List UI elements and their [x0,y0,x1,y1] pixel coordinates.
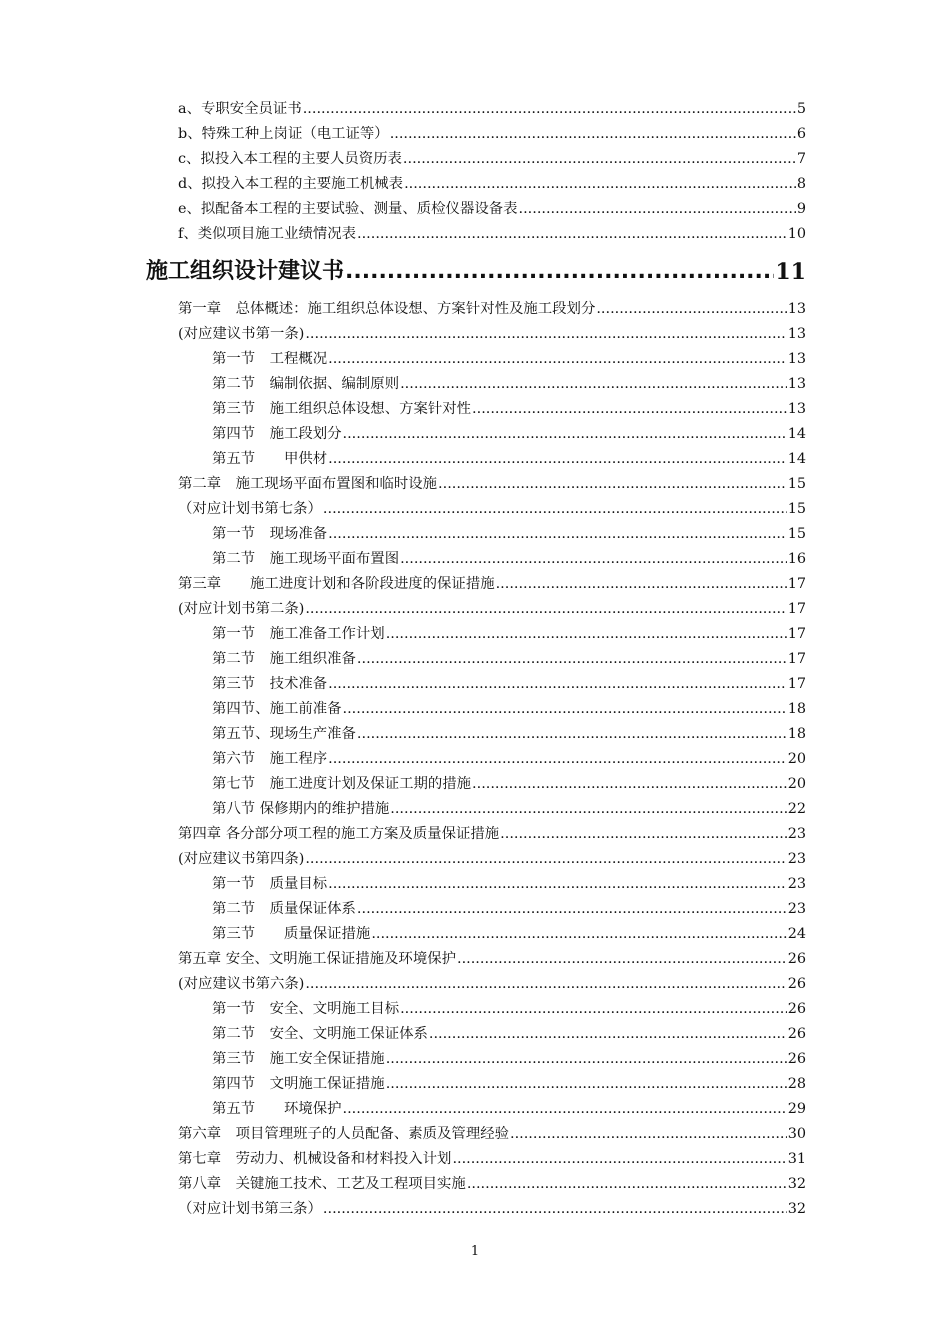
dot-leader [386,1047,787,1072]
toc-entry-label: 第五章 安全、文明施工保证措施及环境保护 [178,951,456,967]
toc-section-entry[interactable] [0,897,950,922]
toc-entry-page: 29 [787,1101,806,1117]
toc-entry-label: 施工组织设计建议书 [146,259,345,284]
toc-entry-page: 8 [796,176,806,192]
toc-entry-label: 第一节 现场准备 [212,526,328,542]
toc-entry-page: 23 [787,851,806,867]
toc-entry-label: （对应计划书第七条） [178,501,322,517]
toc-entry-page: 20 [787,751,806,767]
toc-section-entry[interactable] [0,922,950,947]
toc-entry[interactable] [0,972,950,997]
toc-entry[interactable] [0,497,950,522]
toc-entry-page: 11 [775,259,806,285]
toc-part-title[interactable] [0,247,950,297]
toc-entry[interactable] [0,1172,950,1197]
dot-leader [328,347,787,372]
toc-entry-page: 10 [787,226,806,242]
dot-leader [496,572,787,597]
toc-entry-label: 第三节 技术准备 [212,676,328,692]
toc-section-entry[interactable] [0,522,950,547]
toc-section-entry[interactable] [0,722,950,747]
toc-entry-page: 17 [787,651,806,667]
toc-entry[interactable] [0,322,950,347]
toc-entry-page: 13 [787,326,806,342]
toc-section-entry[interactable] [0,672,950,697]
toc-section-entry[interactable] [0,1022,950,1047]
toc-entry-label: (对应建议书第一条) [178,326,305,342]
dot-leader [345,247,774,297]
toc-section-entry[interactable] [0,447,950,472]
page-number: 1 [470,1244,480,1259]
dot-leader [472,772,787,797]
dot-leader [390,122,796,147]
toc-entry-page: 18 [787,701,806,717]
dot-leader [400,372,787,397]
toc-entry-page: 6 [796,126,806,142]
dot-leader [323,497,787,522]
toc-entry-label: 第四节 文明施工保证措施 [212,1076,385,1092]
toc-entry-page: 14 [787,426,806,442]
toc-entry[interactable] [0,1122,950,1147]
toc-entry-page: 30 [787,1126,806,1142]
dot-leader [328,872,787,897]
dot-leader [357,722,787,747]
toc-section-entry[interactable] [0,422,950,447]
toc-section-entry[interactable] [0,647,950,672]
dot-leader [305,972,786,997]
toc-section-entry[interactable] [0,697,950,722]
toc-entry-page: 18 [787,726,806,742]
toc-entry-label: (对应建议书第四条) [178,851,305,867]
dot-leader [510,1122,787,1147]
toc-entry-page: 26 [787,1001,806,1017]
toc-entry-label: 第四节 施工段划分 [212,426,342,442]
dot-leader [429,1022,787,1047]
toc-entry-label: 第一节 施工准备工作计划 [212,626,385,642]
toc-entry-page: 15 [787,526,806,542]
toc-entry-page: 31 [787,1151,806,1167]
dot-leader [452,1147,786,1172]
toc-entry[interactable] [0,197,950,222]
dot-leader [400,997,787,1022]
toc-entry-page: 17 [787,626,806,642]
toc-entry[interactable] [0,572,950,597]
dot-leader [404,172,796,197]
toc-entry-label: (对应建议书第六条) [178,976,305,992]
toc-entry-page: 23 [787,876,806,892]
dot-leader [467,1172,787,1197]
toc-entry-label: 第二节 安全、文明施工保证体系 [212,1026,428,1042]
dot-leader [323,1197,787,1222]
toc-entry-page: 23 [787,826,806,842]
toc-entry-label: 第五节 甲供材 [212,451,328,467]
toc-section-entry[interactable] [0,1097,950,1122]
toc-entry[interactable] [0,122,950,147]
toc-entry-label: 第五节 环境保护 [212,1101,342,1117]
toc-entry[interactable] [0,947,950,972]
toc-section-entry[interactable] [0,747,950,772]
toc-section-entry[interactable] [0,397,950,422]
toc-entry-label: 第三节 施工安全保证措施 [212,1051,385,1067]
dot-leader [328,672,787,697]
toc-entry-label: （对应计划书第三条） [178,1201,322,1217]
toc-entry[interactable] [0,222,950,247]
dot-leader [328,447,787,472]
toc-entry-page: 17 [787,576,806,592]
toc-entry-page: 32 [787,1176,806,1192]
toc-entry-label: 第二节 施工现场平面布置图 [212,551,400,567]
toc-entry-page: 22 [787,801,806,817]
toc-entry-label: 第八章 关键施工技术、工艺及工程项目实施 [178,1176,466,1192]
toc-entry-label: 第二章 施工现场平面布置图和临时设施 [178,476,438,492]
toc-section-entry[interactable] [0,772,950,797]
toc-entry-label: 第七章 劳动力、机械设备和材料投入计划 [178,1151,452,1167]
toc-section-entry[interactable] [0,1072,950,1097]
toc-entry-label: 第一章 总体概述：施工组织总体设想、方案针对性及施工段划分 [178,301,596,317]
dot-leader [457,947,787,972]
toc-entry-page: 26 [787,1026,806,1042]
toc-entry-label: 第二节 质量保证体系 [212,901,356,917]
toc-entry-label: e、拟配备本工程的主要试验、测量、质检仪器设备表 [178,201,518,217]
toc-entry-label: 第二节 编制依据、编制原则 [212,376,400,392]
toc-entry-page: 5 [796,101,806,117]
toc-entry-label: 第八节 保修期内的维护措施 [212,801,390,817]
toc-section-entry[interactable] [0,622,950,647]
toc-entry-page: 14 [787,451,806,467]
toc-entry-page: 15 [787,501,806,517]
toc-entry-label: 第六章 项目管理班子的人员配备、素质及管理经验 [178,1126,509,1142]
dot-leader [371,922,786,947]
dot-leader [305,322,786,347]
dot-leader [500,822,787,847]
dot-leader [343,422,787,447]
dot-leader [357,647,787,672]
toc-entry-page: 13 [787,301,806,317]
toc-section-entry[interactable] [0,347,950,372]
toc-entry[interactable] [0,1147,950,1172]
toc-entry-page: 7 [796,151,806,167]
toc-section-entry[interactable] [0,372,950,397]
toc-entry-page: 17 [787,676,806,692]
toc-section-entry[interactable] [0,547,950,572]
toc-entry-label: 第三节 施工组织总体设想、方案针对性 [212,401,472,417]
dot-leader [343,1097,787,1122]
toc-entry-page: 24 [787,926,806,942]
toc-entry[interactable] [0,147,950,172]
toc-entry[interactable] [0,297,950,322]
toc-entry-label: f、类似项目施工业绩情况表 [178,226,357,242]
dot-leader [438,472,787,497]
toc-section-entry[interactable] [0,797,950,822]
dot-leader [390,797,786,822]
toc-section-entry[interactable] [0,872,950,897]
toc-entry[interactable] [0,597,950,622]
toc-entry-label: 第三章 施工进度计划和各阶段进度的保证措施 [178,576,495,592]
toc-entry[interactable] [0,472,950,497]
toc-entry-page: 13 [787,376,806,392]
toc-entry[interactable] [0,822,950,847]
toc-entry-label: 第二节 施工组织准备 [212,651,356,667]
toc-entry-page: 26 [787,976,806,992]
table-of-contents [0,97,950,1222]
dot-leader [519,197,796,222]
toc-entry-page: 13 [787,401,806,417]
dot-leader [328,747,787,772]
toc-entry-label: 第一节 安全、文明施工目标 [212,1001,400,1017]
dot-leader [386,622,787,647]
toc-section-entry[interactable] [0,997,950,1022]
dot-leader [357,897,787,922]
toc-entry[interactable] [0,97,950,122]
dot-leader [328,522,787,547]
toc-entry-label: 第三节 质量保证措施 [212,926,371,942]
dot-leader [596,297,786,322]
dot-leader [303,97,796,122]
toc-entry-label: 第四章 各分部分项工程的施工方案及质量保证措施 [178,826,500,842]
dot-leader [343,697,787,722]
toc-entry-page: 23 [787,901,806,917]
toc-entry-page: 26 [787,951,806,967]
toc-entry-page: 15 [787,476,806,492]
toc-entry-label: 第一节 工程概况 [212,351,328,367]
toc-entry-page: 28 [787,1076,806,1092]
toc-entry-page: 17 [787,601,806,617]
dot-leader [403,147,796,172]
toc-entry-label: (对应计划书第二条) [178,601,305,617]
toc-entry[interactable] [0,847,950,872]
toc-entry-label: a、专职安全员证书 [178,101,302,117]
toc-entry-page: 13 [787,351,806,367]
dot-leader [472,397,787,422]
toc-entry-page: 16 [787,551,806,567]
toc-entry-page: 9 [796,201,806,217]
dot-leader [400,547,787,572]
toc-entry-label: d、拟投入本工程的主要施工机械表 [178,176,404,192]
toc-entry-label: 第五节、现场生产准备 [212,726,356,742]
toc-entry-label: 第一节 质量目标 [212,876,328,892]
dot-leader [386,1072,787,1097]
toc-entry-label: 第四节、施工前准备 [212,701,342,717]
toc-entry-page: 20 [787,776,806,792]
toc-section-entry[interactable] [0,1047,950,1072]
toc-entry-label: 第六节 施工程序 [212,751,328,767]
toc-entry[interactable] [0,1197,950,1222]
toc-entry-label: 第七节 施工进度计划及保证工期的措施 [212,776,472,792]
dot-leader [305,847,786,872]
toc-entry-page: 32 [787,1201,806,1217]
dot-leader [357,222,787,247]
toc-entry[interactable] [0,172,950,197]
toc-entry-page: 26 [787,1051,806,1067]
toc-entry-label: c、拟投入本工程的主要人员资历表 [178,151,402,167]
toc-entry-label: b、特殊工种上岗证（电工证等） [178,126,389,142]
dot-leader [305,597,786,622]
